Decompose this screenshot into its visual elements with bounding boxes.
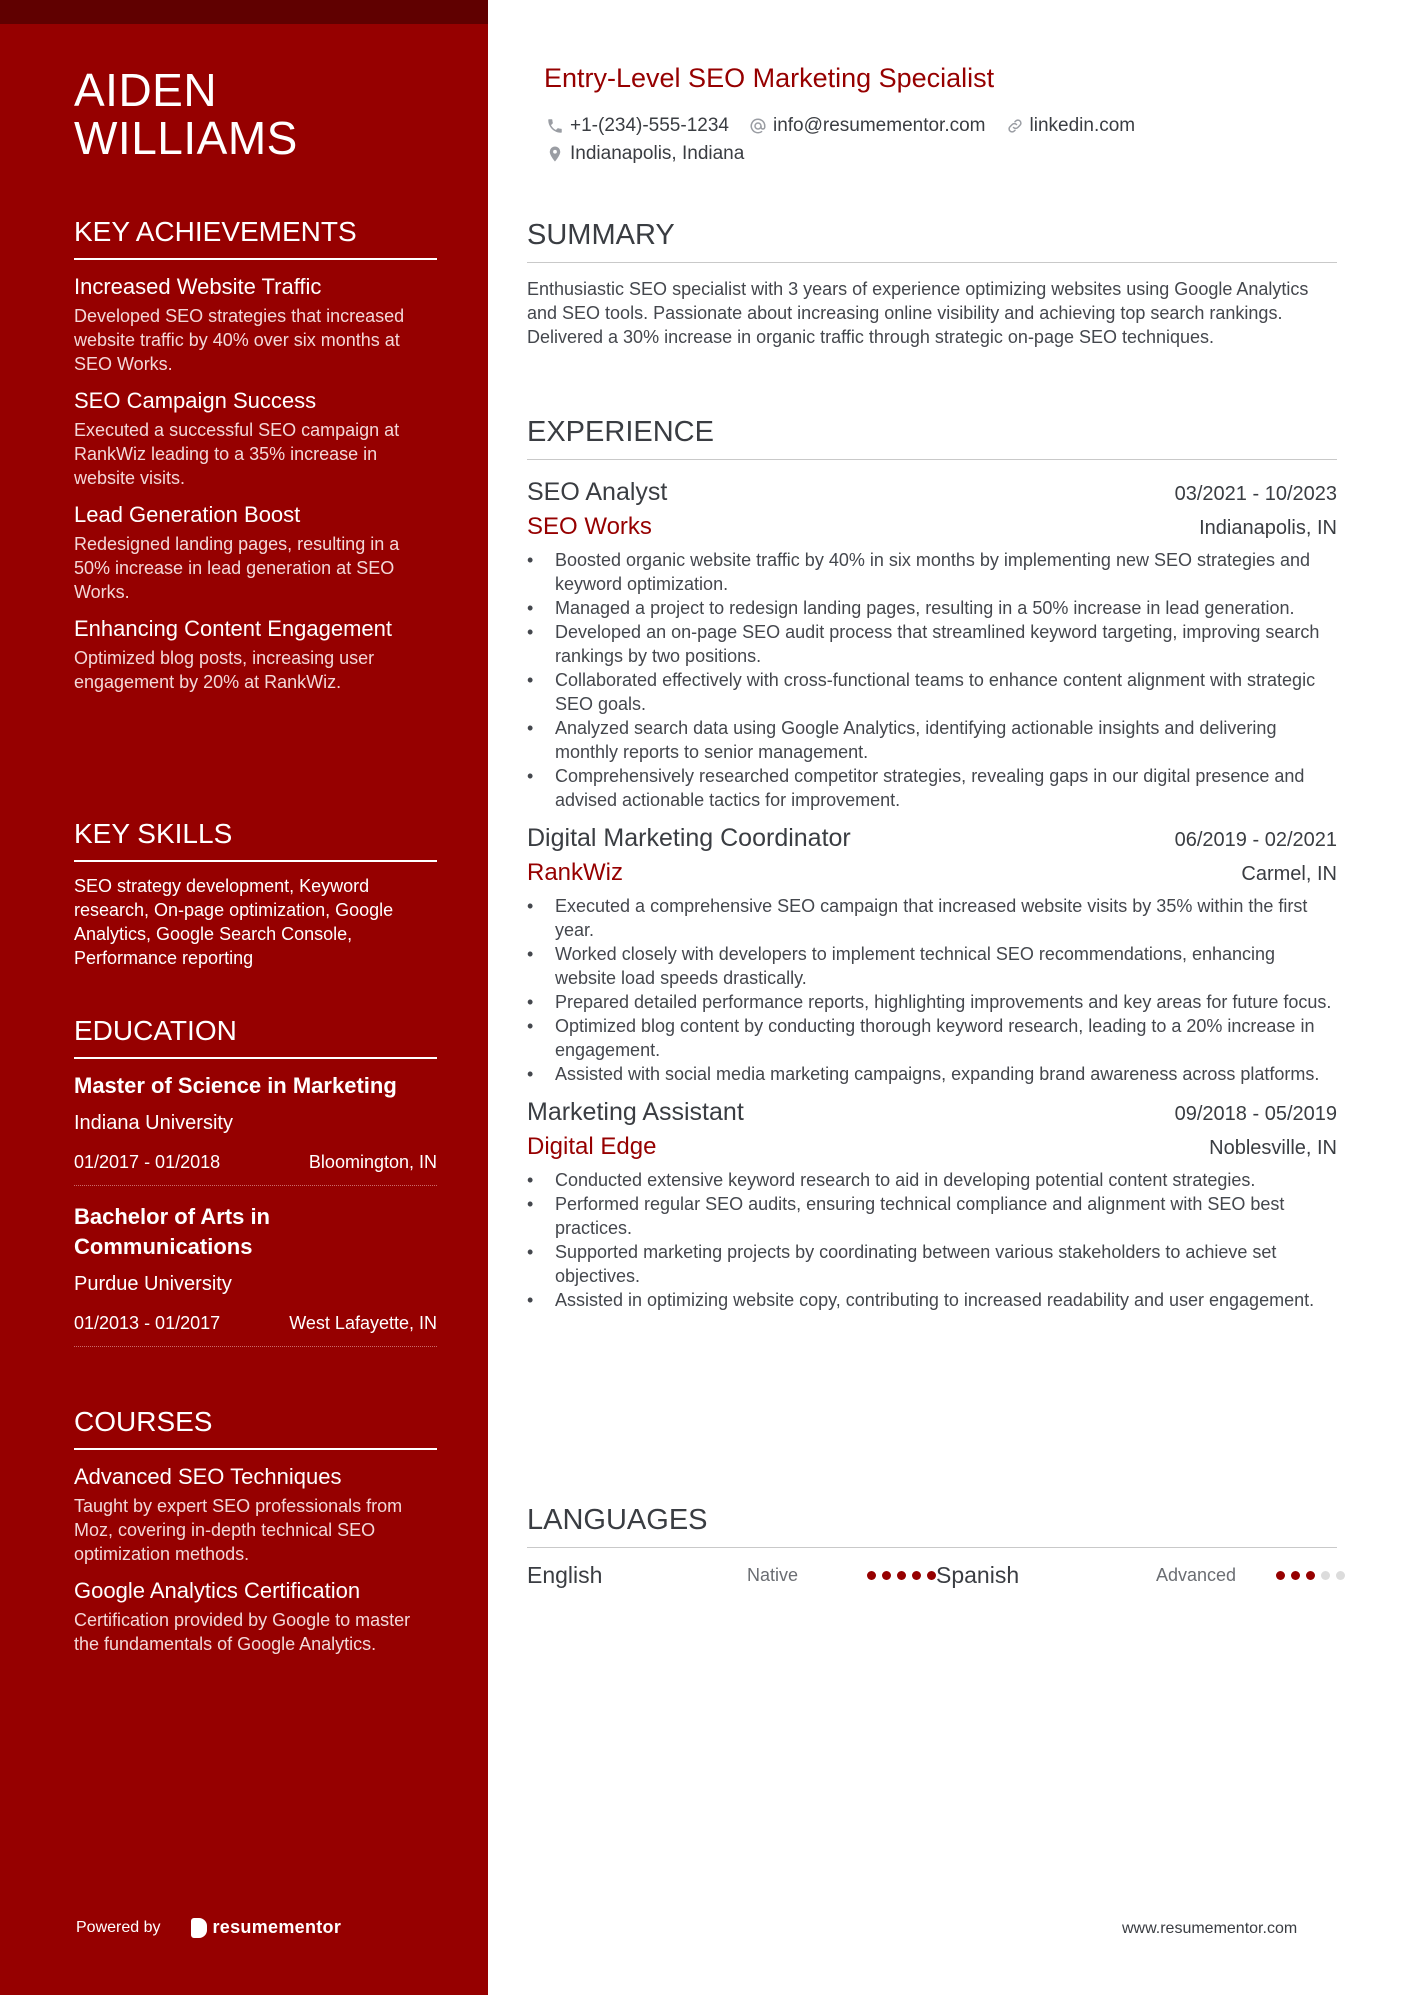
candidate-name (74, 66, 454, 162)
achievement-title: SEO Campaign Success (74, 388, 317, 413)
education-dates: 01/2017 - 01/2018 (74, 1152, 221, 1172)
course-title: Advanced SEO Techniques (74, 1464, 342, 1489)
location-pin-icon (546, 145, 564, 163)
courses-section (74, 1404, 437, 1666)
education-degree: Bachelor of Arts in Communications (74, 1204, 270, 1259)
rating-dot (1321, 1571, 1330, 1580)
summary-heading: SUMMARY (527, 216, 1337, 263)
summary-text: Enthusiastic SEO specialist with 3 years of experience optimizing websites using Google Analytics and SEO tools. Passionate about increasing online visibility and achieving top search rankings. Delivered a 30% increase in organic traffic through strategic on-page SEO techniques. (527, 279, 1309, 347)
phone-text: +1-(234)-555-1234 (570, 115, 729, 136)
experience-bullet: • Assisted in optimizing website copy, contributing to increased readability and user engagement. (527, 1288, 1337, 1312)
rating-dot (927, 1571, 936, 1580)
contact-location (546, 140, 744, 168)
education-heading: EDUCATION (74, 1013, 437, 1059)
experience-bullet: • Conducted extensive keyword research to aid in developing potential content strategies. (527, 1168, 1337, 1192)
course-text: Taught by expert SEO professionals from Moz, covering in-depth technical SEO optimization methods. (74, 1496, 403, 1564)
experience-heading: EXPERIENCE (527, 413, 1337, 460)
brand-logo[interactable] (191, 1917, 342, 1938)
achievement-text: Optimized blog posts, increasing user engagement by 20% at RankWiz. (74, 648, 375, 692)
education-degree: Master of Science in Marketing (74, 1073, 397, 1098)
experience-header-row (527, 474, 1337, 510)
experience-bullets (527, 894, 1337, 1086)
contact-phone[interactable] (546, 112, 729, 140)
brand-name: resumementor (212, 1917, 342, 1937)
sidebar-top-bar (0, 0, 488, 24)
experience-company-row (527, 856, 1337, 890)
rating-dot (882, 1571, 891, 1580)
at-icon (749, 117, 767, 135)
education-dates: 01/2013 - 01/2017 (74, 1313, 221, 1333)
experience-bullet: • Executed a comprehensive SEO campaign that increased website visits by 35% within the first year. (527, 894, 1337, 942)
experience-bullet: • Boosted organic website traffic by 40% in six months by implementing new SEO strategies and keyword optimization. (527, 548, 1337, 596)
rating-dot (897, 1571, 906, 1580)
experience-bullets (527, 1168, 1337, 1312)
experience-bullet: • Supported marketing projects by coordinating between various stakeholders to achieve set objectives. (527, 1240, 1337, 1288)
experience-header-row (527, 1094, 1337, 1130)
experience-role: Digital Marketing Coordinator (527, 824, 851, 852)
experience-company: RankWiz (527, 859, 624, 886)
language-level: Native (747, 1565, 799, 1585)
email-text: info@resumementor.com (772, 115, 986, 136)
powered-by-label: Powered by (76, 1918, 161, 1936)
experience-bullet: • Collaborated effectively with cross-functional teams to enhance content alignment with strategic SEO goals. (527, 668, 1337, 716)
experience-bullet: • Analyzed search data using Google Analytics, identifying actionable insights and delivering monthly reports to senior management. (527, 716, 1337, 764)
rating-dot (1276, 1571, 1285, 1580)
experience-bullet: • Optimized blog content by conducting thorough keyword research, leading to a 20% increase in engagement. (527, 1014, 1337, 1062)
language-name: Spanish (936, 1562, 1020, 1588)
experience-dates: 03/2021 - 10/2023 (1174, 483, 1337, 505)
achievement-title: Lead Generation Boost (74, 502, 301, 527)
rating-dot (1336, 1571, 1345, 1580)
experience-bullet: • Prepared detailed performance reports, highlighting improvements and key areas for future focus. (527, 990, 1337, 1014)
achievement-title: Enhancing Content Engagement (74, 616, 393, 641)
education-meta-row (74, 1149, 437, 1186)
summary-section (527, 216, 1337, 349)
experience-bullet: • Developed an on-page SEO audit process that streamlined keyword targeting, improving search rankings by two positions. (527, 620, 1337, 668)
rating-dot (867, 1571, 876, 1580)
achievement-text: Executed a successful SEO campaign at RankWiz leading to a 35% increase in website visits. (74, 420, 400, 488)
achievement-text: Redesigned landing pages, resulting in a 50% increase in lead generation at SEO Works. (74, 534, 400, 602)
brand-logo-icon (191, 1918, 207, 1938)
languages-section (527, 1501, 1337, 1589)
location-text: Indianapolis, Indiana (570, 143, 745, 164)
experience-location: Indianapolis, IN (1199, 517, 1337, 539)
experience-bullets (527, 548, 1337, 812)
experience-bullet: • Comprehensively researched competitor strategies, revealing gaps in our digital presence and advised actionable tactics for improvement. (527, 764, 1337, 812)
contact-linkedin[interactable] (1006, 112, 1136, 140)
experience-dates: 06/2019 - 02/2021 (1174, 829, 1337, 851)
education-section (74, 1013, 437, 1363)
job-title: Entry-Level SEO Marketing Specialist (544, 63, 995, 93)
experience-item (527, 820, 1337, 1086)
skills-section (74, 816, 437, 970)
experience-item (527, 1094, 1337, 1312)
experience-role: SEO Analyst (527, 478, 668, 506)
experience-location: Noblesville, IN (1209, 1137, 1337, 1159)
experience-item (527, 474, 1337, 812)
skills-text: SEO strategy development, Keyword research, On-page optimization, Google Analytics, Google Search Console, Performance reporting (74, 876, 394, 968)
course-text: Certification provided by Google to master the fundamentals of Google Analytics. (74, 1610, 411, 1654)
phone-icon (546, 117, 564, 135)
rating-dot (912, 1571, 921, 1580)
contact-info (546, 112, 1306, 168)
contact-email[interactable] (749, 112, 986, 140)
experience-company: SEO Works (527, 513, 652, 540)
experience-company-row (527, 510, 1337, 544)
course-title: Google Analytics Certification (74, 1578, 361, 1603)
link-icon (1006, 117, 1024, 135)
language-item (936, 1562, 1345, 1589)
name-line-1: AIDEN (74, 64, 218, 116)
experience-role: Marketing Assistant (527, 1098, 744, 1126)
language-rating (867, 1571, 936, 1580)
education-school: Indiana University (74, 1112, 233, 1134)
footer-url[interactable]: www.resumementor.com (1122, 1920, 1298, 1937)
rating-dot (1291, 1571, 1300, 1580)
experience-company-row (527, 1130, 1337, 1164)
courses-heading: COURSES (74, 1404, 437, 1450)
experience-bullet: • Worked closely with developers to implement technical SEO recommendations, enhancing website load speeds drastically. (527, 942, 1337, 990)
sidebar (0, 0, 488, 1995)
languages-heading: LANGUAGES (527, 1501, 1337, 1548)
experience-section (527, 413, 1337, 1320)
name-line-2: WILLIAMS (74, 112, 298, 164)
experience-company: Digital Edge (527, 1133, 657, 1160)
experience-bullet: • Performed regular SEO audits, ensuring technical compliance and alignment with SEO best practices. (527, 1192, 1337, 1240)
linkedin-text: linkedin.com (1029, 115, 1136, 136)
rating-dot (1306, 1571, 1315, 1580)
experience-location: Carmel, IN (1241, 863, 1337, 885)
achievements-section (74, 214, 437, 704)
education-school: Purdue University (74, 1273, 232, 1295)
achievement-text: Developed SEO strategies that increased website traffic by 40% over six months at SEO Works. (74, 306, 405, 374)
education-meta-row (74, 1310, 437, 1347)
experience-header-row (527, 820, 1337, 856)
achievements-heading: KEY ACHIEVEMENTS (74, 214, 437, 260)
powered-by (76, 1917, 341, 1938)
language-rating (1276, 1571, 1345, 1580)
achievement-title: Increased Website Traffic (74, 274, 322, 299)
education-location: West Lafayette, IN (289, 1313, 437, 1333)
experience-bullet: • Managed a project to redesign landing pages, resulting in a 50% increase in lead generation. (527, 596, 1337, 620)
language-name: English (527, 1562, 603, 1588)
language-item (527, 1562, 936, 1589)
experience-dates: 09/2018 - 05/2019 (1174, 1103, 1337, 1125)
education-location: Bloomington, IN (308, 1152, 437, 1172)
skills-heading: KEY SKILLS (74, 816, 437, 862)
experience-bullet: • Assisted with social media marketing campaigns, expanding brand awareness across platforms. (527, 1062, 1337, 1086)
language-level: Advanced (1156, 1565, 1237, 1585)
